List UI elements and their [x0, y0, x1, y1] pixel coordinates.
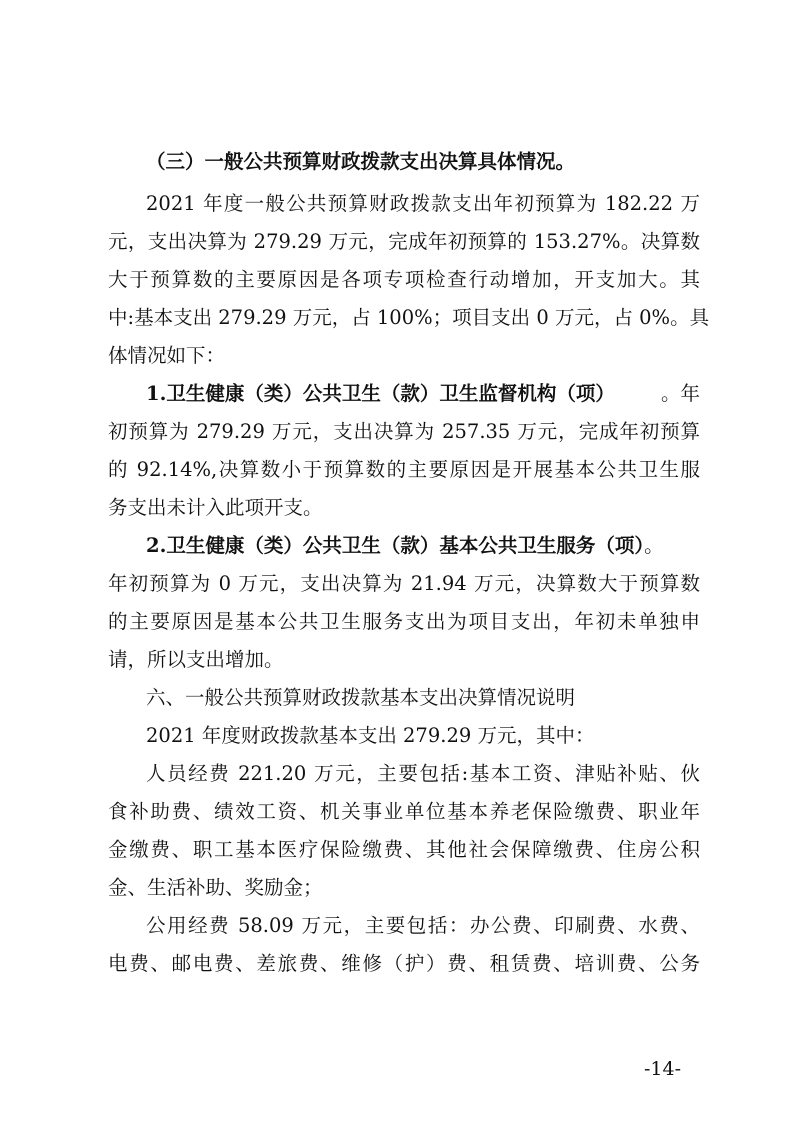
- paragraph-line: 的 92.14%,决算数小于预算数的主要原因是开展基本公共卫生服: [108, 458, 700, 481]
- paragraph-line: 元，支出决算为 279.29 万元，完成年初预算的 153.27%。决算数: [108, 230, 700, 253]
- paragraph-line: 体情况如下：: [108, 344, 226, 367]
- paragraph-line: 年初预算为 0 万元，支出决算为 21.94 万元，决算数大于预算数: [108, 572, 700, 595]
- item-1-title-line: [146, 377, 700, 411]
- paragraph-line: 金、生活补助、奖励金；: [108, 876, 323, 899]
- item-2-title: 2.卫生健康（类）公共卫生（款）基本公共卫生服务（项）: [146, 534, 645, 557]
- item-2-title-tail: 。: [644, 534, 664, 557]
- paragraph-line: 初预算为 279.29 万元，支出决算为 257.35 万元，完成年初预算: [108, 420, 700, 443]
- paragraph-line: 人员经费 221.20 万元，主要包括:基本工资、津贴补贴、伙: [146, 762, 700, 785]
- paragraph-line: 食补助费、绩效工资、机关事业单位基本养老保险缴费、职业年: [108, 800, 700, 823]
- paragraph-line: 金缴费、职工基本医疗保险缴费、其他社会保障缴费、住房公积: [108, 838, 700, 861]
- paragraph-line: 大于预算数的主要原因是各项专项检查行动增加，开支加大。其: [108, 268, 700, 291]
- paragraph-line: 2021 年度财政拨款基本支出 279.29 万元，其中：: [146, 724, 595, 747]
- item-1-title: 1.卫生健康（类）公共卫生（款）卫生监督机构（项）: [146, 382, 615, 405]
- page-number: -14-: [644, 1058, 682, 1080]
- paragraph-line: 2021 年度一般公共预算财政拨款支出年初预算为 182.22 万: [146, 192, 700, 215]
- section-heading-6: 六、一般公共预算财政拨款基本支出决算情况说明: [146, 686, 576, 709]
- paragraph-line: 请，所以支出增加。: [108, 648, 284, 671]
- paragraph-line: 中:基本支出 279.29 万元，占 100%；项目支出 0 万元，占 0%。具: [108, 306, 710, 329]
- paragraph-line: 公用经费 58.09 万元，主要包括：办公费、印刷费、水费、: [146, 914, 700, 937]
- section-heading-3: （三）一般公共预算财政拨款支出决算具体情况。: [146, 150, 576, 173]
- paragraph-line: 的主要原因是基本公共卫生服务支出为项目支出，年初未单独申: [108, 610, 700, 633]
- paragraph-line: 务支出未计入此项开支。: [108, 496, 323, 519]
- item-1-title-tail: 。年: [660, 382, 700, 405]
- paragraph-line: 电费、邮电费、差旅费、维修（护）费、租赁费、培训费、公务: [108, 952, 700, 975]
- item-2-title-line: [146, 529, 664, 563]
